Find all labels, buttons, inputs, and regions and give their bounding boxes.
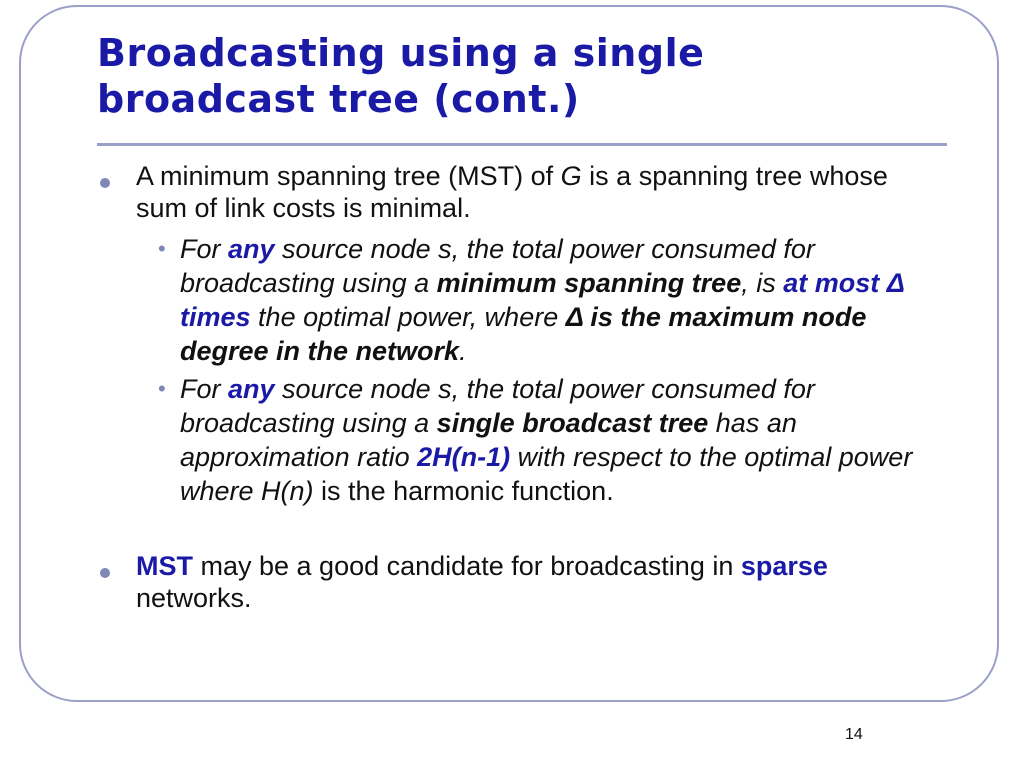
emphasis-sparse: sparse	[740, 551, 828, 581]
bullet-icon	[100, 568, 110, 578]
text-run: the optimal power, where	[250, 302, 566, 332]
text-run: has an approximation ratio	[180, 408, 797, 472]
bullet-icon	[100, 178, 110, 188]
text-run: may be a good candidate for broadcasting in	[193, 551, 741, 581]
text-run: A minimum spanning tree (MST) of	[136, 161, 561, 191]
title-line-1: Broadcasting using a single	[97, 31, 705, 75]
slide-title	[97, 30, 957, 122]
sub-bullet-text-sbt-ratio	[180, 372, 955, 508]
text-run: is the harmonic function.	[313, 476, 614, 506]
emphasis-sbt: single broadcast tree	[436, 408, 709, 438]
emphasis-mst-abbr: MST	[136, 551, 193, 581]
sub-bullet-text-mst-power	[180, 232, 955, 368]
text-run: networks.	[136, 583, 252, 613]
text-run: source node s, the total power consumed for broadcasting using a	[180, 374, 815, 438]
emphasis-at-most: at most Δ times	[180, 268, 904, 332]
text-run: For	[180, 234, 229, 264]
emphasis-mst: minimum spanning tree	[436, 268, 742, 298]
title-underline	[97, 143, 947, 146]
text-run: For	[180, 374, 229, 404]
emphasis-ratio: 2H(n-1)	[417, 442, 511, 472]
text-run: is a spanning tree whose sum of link costs is minimal.	[136, 161, 888, 223]
text-run: , is	[741, 268, 784, 298]
emphasis-delta: Δ is the maximum node degree in the network	[180, 302, 867, 366]
emphasis-any: any	[228, 374, 275, 404]
sub-bullet-icon: •	[158, 236, 166, 261]
text-run: .	[459, 336, 467, 366]
title-line-2: broadcast tree (cont.)	[97, 77, 580, 121]
text-run: source node s, the total power consumed for broadcasting using a	[180, 234, 815, 298]
emphasis-any: any	[228, 234, 275, 264]
bullet-text-mst-definition	[136, 160, 936, 224]
text-run: with respect to the optimal power where H(n)	[180, 442, 913, 506]
sub-bullet-icon: •	[158, 376, 166, 401]
bullet-text-mst-sparse	[136, 550, 936, 614]
graph-symbol: G	[560, 161, 582, 191]
page-number: 14	[845, 726, 863, 743]
